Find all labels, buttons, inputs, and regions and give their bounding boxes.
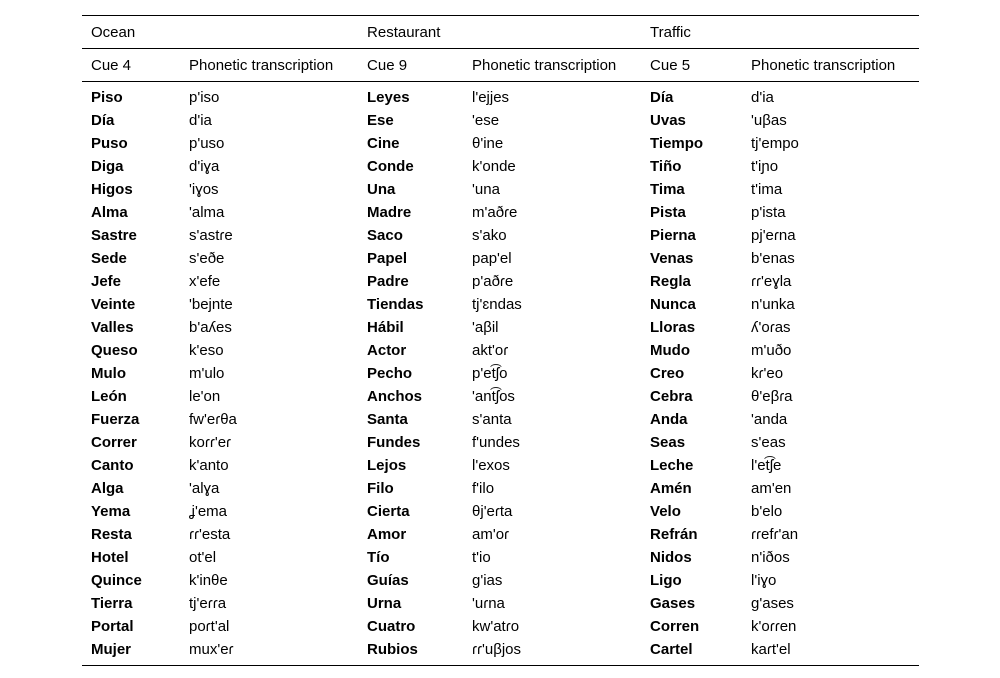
- ocean-word-cell: Resta: [91, 526, 132, 543]
- restaurant-transcription-cell: 'aβil: [472, 319, 499, 336]
- phonetic-table-container: [82, 15, 919, 666]
- traffic-word-cell: Refrán: [650, 526, 698, 543]
- ocean-word-cell: Diga: [91, 158, 124, 175]
- ocean-word-cell: Fuerza: [91, 411, 140, 428]
- traffic-word-cell: Leche: [650, 457, 694, 474]
- restaurant-transcription-cell: k'onde: [472, 158, 516, 175]
- table-body: [82, 82, 919, 666]
- ocean-word-cell: Mulo: [91, 365, 126, 382]
- restaurant-word-cell: Santa: [367, 411, 408, 428]
- traffic-transcription-cell: n'unka: [751, 296, 795, 313]
- table-row: [82, 155, 919, 178]
- restaurant-transcription-cell: p'et͡ʃo: [472, 365, 508, 382]
- restaurant-transcription-cell: 'ese: [472, 112, 500, 129]
- ocean-word-cell: Sastre: [91, 227, 137, 244]
- ocean-transcription-cell: tj'eɾɾa: [189, 595, 227, 612]
- ocean-word-cell: Correr: [91, 434, 137, 451]
- ocean-transcription-cell: p'iso: [189, 89, 220, 106]
- ocean-word-cell: Queso: [91, 342, 138, 359]
- traffic-transcription-cell: p'ista: [751, 204, 786, 221]
- ocean-transcription-cell: m'ulo: [189, 365, 225, 382]
- restaurant-transcription-cell: f'undes: [472, 434, 520, 451]
- restaurant-transcription-cell: t'io: [472, 549, 491, 566]
- ocean-transcription-cell: fw'eɾθa: [189, 411, 237, 428]
- restaurant-word-cell: Filo: [367, 480, 394, 497]
- traffic-transcription-cell: n'iðos: [751, 549, 790, 566]
- ocean-transcription-cell: k'inθe: [189, 572, 228, 589]
- column-header-cue-9: Cue 9: [358, 49, 463, 82]
- ocean-transcription-cell: 'alma: [189, 204, 225, 221]
- ocean-transcription-cell: poɾt'al: [189, 618, 230, 635]
- ocean-word-cell: Portal: [91, 618, 134, 635]
- ocean-word-cell: Piso: [91, 89, 123, 106]
- traffic-transcription-cell: kɾ'eo: [751, 365, 784, 382]
- traffic-word-cell: Corren: [650, 618, 700, 635]
- traffic-transcription-cell: b'enas: [751, 250, 795, 267]
- restaurant-transcription-cell: akt'oɾ: [472, 342, 509, 359]
- traffic-transcription-cell: 'uβas: [751, 112, 787, 129]
- ocean-transcription-cell: ɾɾ'esta: [189, 526, 231, 543]
- traffic-transcription-cell: t'ima: [751, 181, 783, 198]
- traffic-transcription-cell: l'iɣo: [751, 572, 777, 589]
- traffic-word-cell: Tiño: [650, 158, 682, 175]
- traffic-transcription-cell: d'ia: [751, 89, 774, 106]
- group-header-ocean: Ocean: [82, 16, 358, 49]
- traffic-word-cell: Día: [650, 89, 674, 106]
- traffic-transcription-cell: ɾɾ'eɣla: [751, 273, 792, 290]
- ocean-word-cell: Valles: [91, 319, 134, 336]
- table-row: [82, 178, 919, 201]
- traffic-word-cell: Anda: [650, 411, 688, 428]
- phonetic-transcription-table: [82, 15, 919, 666]
- traffic-word-cell: Pierna: [650, 227, 696, 244]
- column-header-row: [82, 49, 919, 82]
- restaurant-transcription-cell: 'ant͡ʃos: [472, 388, 515, 405]
- ocean-word-cell: León: [91, 388, 127, 405]
- restaurant-transcription-cell: s'ako: [472, 227, 507, 244]
- group-header-restaurant: Restaurant: [358, 16, 641, 49]
- traffic-word-cell: Ligo: [650, 572, 682, 589]
- traffic-transcription-cell: pj'eɾna: [751, 227, 796, 244]
- restaurant-word-cell: Lejos: [367, 457, 407, 474]
- table-row: [82, 408, 919, 431]
- table-row: [82, 385, 919, 408]
- ocean-transcription-cell: d'iɣa: [189, 158, 220, 175]
- traffic-word-cell: Amén: [650, 480, 692, 497]
- ocean-word-cell: Alma: [91, 204, 128, 221]
- group-header-traffic: Traffic: [641, 16, 919, 49]
- ocean-word-cell: Veinte: [91, 296, 136, 313]
- restaurant-transcription-cell: s'anta: [472, 411, 512, 428]
- traffic-word-cell: Cebra: [650, 388, 693, 405]
- restaurant-transcription-cell: θj'eɾta: [472, 503, 513, 520]
- ocean-word-cell: Alga: [91, 480, 124, 497]
- table-row: [82, 82, 919, 110]
- table-row: [82, 477, 919, 500]
- ocean-transcription-cell: le'on: [189, 388, 221, 405]
- restaurant-transcription-cell: l'exos: [472, 457, 510, 474]
- restaurant-word-cell: Leyes: [367, 89, 410, 106]
- ocean-word-cell: Puso: [91, 135, 128, 152]
- ocean-transcription-cell: 'iɣos: [189, 181, 219, 198]
- ocean-transcription-cell: 'alɣa: [189, 480, 220, 497]
- ocean-transcription-cell: 'bejnte: [189, 296, 233, 313]
- restaurant-transcription-cell: am'oɾ: [472, 526, 510, 543]
- restaurant-word-cell: Padre: [367, 273, 409, 290]
- restaurant-word-cell: Cine: [367, 135, 400, 152]
- traffic-transcription-cell: b'elo: [751, 503, 783, 520]
- traffic-word-cell: Pista: [650, 204, 686, 221]
- traffic-word-cell: Tiempo: [650, 135, 704, 152]
- traffic-transcription-cell: l'et͡ʃe: [751, 457, 782, 474]
- restaurant-word-cell: Cuatro: [367, 618, 416, 635]
- ocean-word-cell: Mujer: [82, 638, 180, 666]
- table-row: [82, 523, 919, 546]
- restaurant-word-cell: Tiendas: [367, 296, 424, 313]
- restaurant-word-cell: Hábil: [367, 319, 404, 336]
- restaurant-word-cell: Actor: [367, 342, 407, 359]
- traffic-word-cell: Velo: [650, 503, 681, 520]
- traffic-word-cell: Cartel: [641, 638, 742, 666]
- traffic-transcription-cell: s'eas: [751, 434, 786, 451]
- traffic-word-cell: Nidos: [650, 549, 692, 566]
- table-row: [82, 247, 919, 270]
- ocean-word-cell: Día: [91, 112, 115, 129]
- table-row: [82, 592, 919, 615]
- traffic-transcription-cell: ɾɾefɾ'an: [751, 526, 799, 543]
- traffic-transcription-cell: ʎ'oɾas: [751, 319, 791, 336]
- restaurant-word-cell: Pecho: [367, 365, 413, 382]
- ocean-word-cell: Quince: [91, 572, 142, 589]
- restaurant-word-cell: Ese: [367, 112, 394, 129]
- traffic-transcription-cell: k'oɾɾen: [751, 618, 797, 635]
- table-row: [82, 431, 919, 454]
- ocean-transcription-cell: d'ia: [189, 112, 212, 129]
- traffic-word-cell: Regla: [650, 273, 691, 290]
- ocean-word-cell: Yema: [91, 503, 131, 520]
- restaurant-transcription-cell: tj'ɛndas: [472, 296, 522, 313]
- traffic-word-cell: Creo: [650, 365, 685, 382]
- restaurant-word-cell: Guías: [367, 572, 409, 589]
- table-row: [82, 546, 919, 569]
- table-row: [82, 500, 919, 523]
- ocean-transcription-cell: k'anto: [189, 457, 229, 474]
- restaurant-transcription-cell: p'aðɾe: [472, 273, 514, 290]
- ocean-word-cell: Sede: [91, 250, 127, 267]
- restaurant-transcription-cell: f'ilo: [472, 480, 495, 497]
- traffic-transcription-cell: m'uðo: [751, 342, 792, 359]
- table-row: [82, 569, 919, 592]
- restaurant-transcription-cell: ɾɾ'uβjos: [463, 638, 641, 666]
- traffic-transcription-cell: g'ases: [751, 595, 794, 612]
- traffic-word-cell: Lloras: [650, 319, 696, 336]
- column-header-cue-5: Cue 5: [641, 49, 742, 82]
- traffic-transcription-cell: θ'eβɾa: [751, 388, 793, 405]
- restaurant-word-cell: Rubios: [358, 638, 463, 666]
- ocean-transcription-cell: mux'eɾ: [180, 638, 358, 666]
- restaurant-transcription-cell: g'ias: [472, 572, 503, 589]
- ocean-word-cell: Canto: [91, 457, 134, 474]
- traffic-word-cell: Seas: [650, 434, 686, 451]
- group-header-row: [82, 16, 919, 49]
- restaurant-transcription-cell: 'una: [472, 181, 500, 198]
- ocean-transcription-cell: koɾɾ'eɾ: [189, 434, 232, 451]
- traffic-word-cell: Venas: [650, 250, 694, 267]
- table-row: [82, 316, 919, 339]
- table-row: [82, 224, 919, 247]
- restaurant-transcription-cell: m'aðɾe: [472, 204, 518, 221]
- restaurant-transcription-cell: 'uɾna: [472, 595, 505, 612]
- traffic-word-cell: Uvas: [650, 112, 686, 129]
- traffic-word-cell: Tima: [650, 181, 685, 198]
- restaurant-word-cell: Anchos: [367, 388, 423, 405]
- ocean-word-cell: Hotel: [91, 549, 129, 566]
- ocean-transcription-cell: b'aʎes: [189, 319, 232, 336]
- restaurant-transcription-cell: pap'el: [472, 250, 512, 267]
- ocean-word-cell: Higos: [91, 181, 133, 198]
- ocean-word-cell: Jefe: [91, 273, 122, 290]
- ocean-transcription-cell: x'efe: [189, 273, 221, 290]
- restaurant-transcription-cell: l'ejjes: [472, 89, 510, 106]
- table-row: [82, 293, 919, 316]
- restaurant-word-cell: Amor: [367, 526, 407, 543]
- restaurant-word-cell: Conde: [367, 158, 414, 175]
- traffic-transcription-cell: tj'empo: [751, 135, 799, 152]
- column-header-transcription-traffic: Phonetic transcription: [742, 49, 919, 82]
- ocean-transcription-cell: ot'el: [189, 549, 217, 566]
- traffic-word-cell: Nunca: [650, 296, 696, 313]
- traffic-transcription-cell: kaɾt'el: [742, 638, 919, 666]
- ocean-transcription-cell: k'eso: [189, 342, 224, 359]
- restaurant-transcription-cell: kw'atɾo: [472, 618, 520, 635]
- table-row: [82, 615, 919, 638]
- traffic-transcription-cell: t'iɲo: [751, 158, 779, 175]
- restaurant-word-cell: Una: [367, 181, 396, 198]
- traffic-word-cell: Mudo: [650, 342, 690, 359]
- restaurant-word-cell: Tío: [367, 549, 390, 566]
- traffic-word-cell: Gases: [650, 595, 696, 612]
- restaurant-word-cell: Papel: [367, 250, 408, 267]
- table-row: [82, 339, 919, 362]
- table-row: [82, 362, 919, 385]
- restaurant-word-cell: Fundes: [367, 434, 421, 451]
- traffic-transcription-cell: 'anda: [751, 411, 788, 428]
- column-header-cue-4: Cue 4: [82, 49, 180, 82]
- table-row: [82, 201, 919, 224]
- column-header-transcription-ocean: Phonetic transcription: [180, 49, 358, 82]
- restaurant-word-cell: Madre: [367, 204, 412, 221]
- restaurant-word-cell: Saco: [367, 227, 403, 244]
- ocean-transcription-cell: ʝ'ema: [189, 503, 228, 520]
- restaurant-word-cell: Urna: [367, 595, 402, 612]
- ocean-word-cell: Tierra: [91, 595, 133, 612]
- ocean-transcription-cell: s'astɾe: [189, 227, 233, 244]
- restaurant-word-cell: Cierta: [367, 503, 410, 520]
- restaurant-transcription-cell: θ'ine: [472, 135, 504, 152]
- table-row: [82, 109, 919, 132]
- table-row: [82, 132, 919, 155]
- table-row: [82, 638, 919, 666]
- column-header-transcription-restaurant: Phonetic transcription: [463, 49, 641, 82]
- ocean-transcription-cell: s'eðe: [189, 250, 225, 267]
- table-row: [82, 454, 919, 477]
- table-row: [82, 270, 919, 293]
- traffic-transcription-cell: am'en: [751, 480, 792, 497]
- ocean-transcription-cell: p'uso: [189, 135, 225, 152]
